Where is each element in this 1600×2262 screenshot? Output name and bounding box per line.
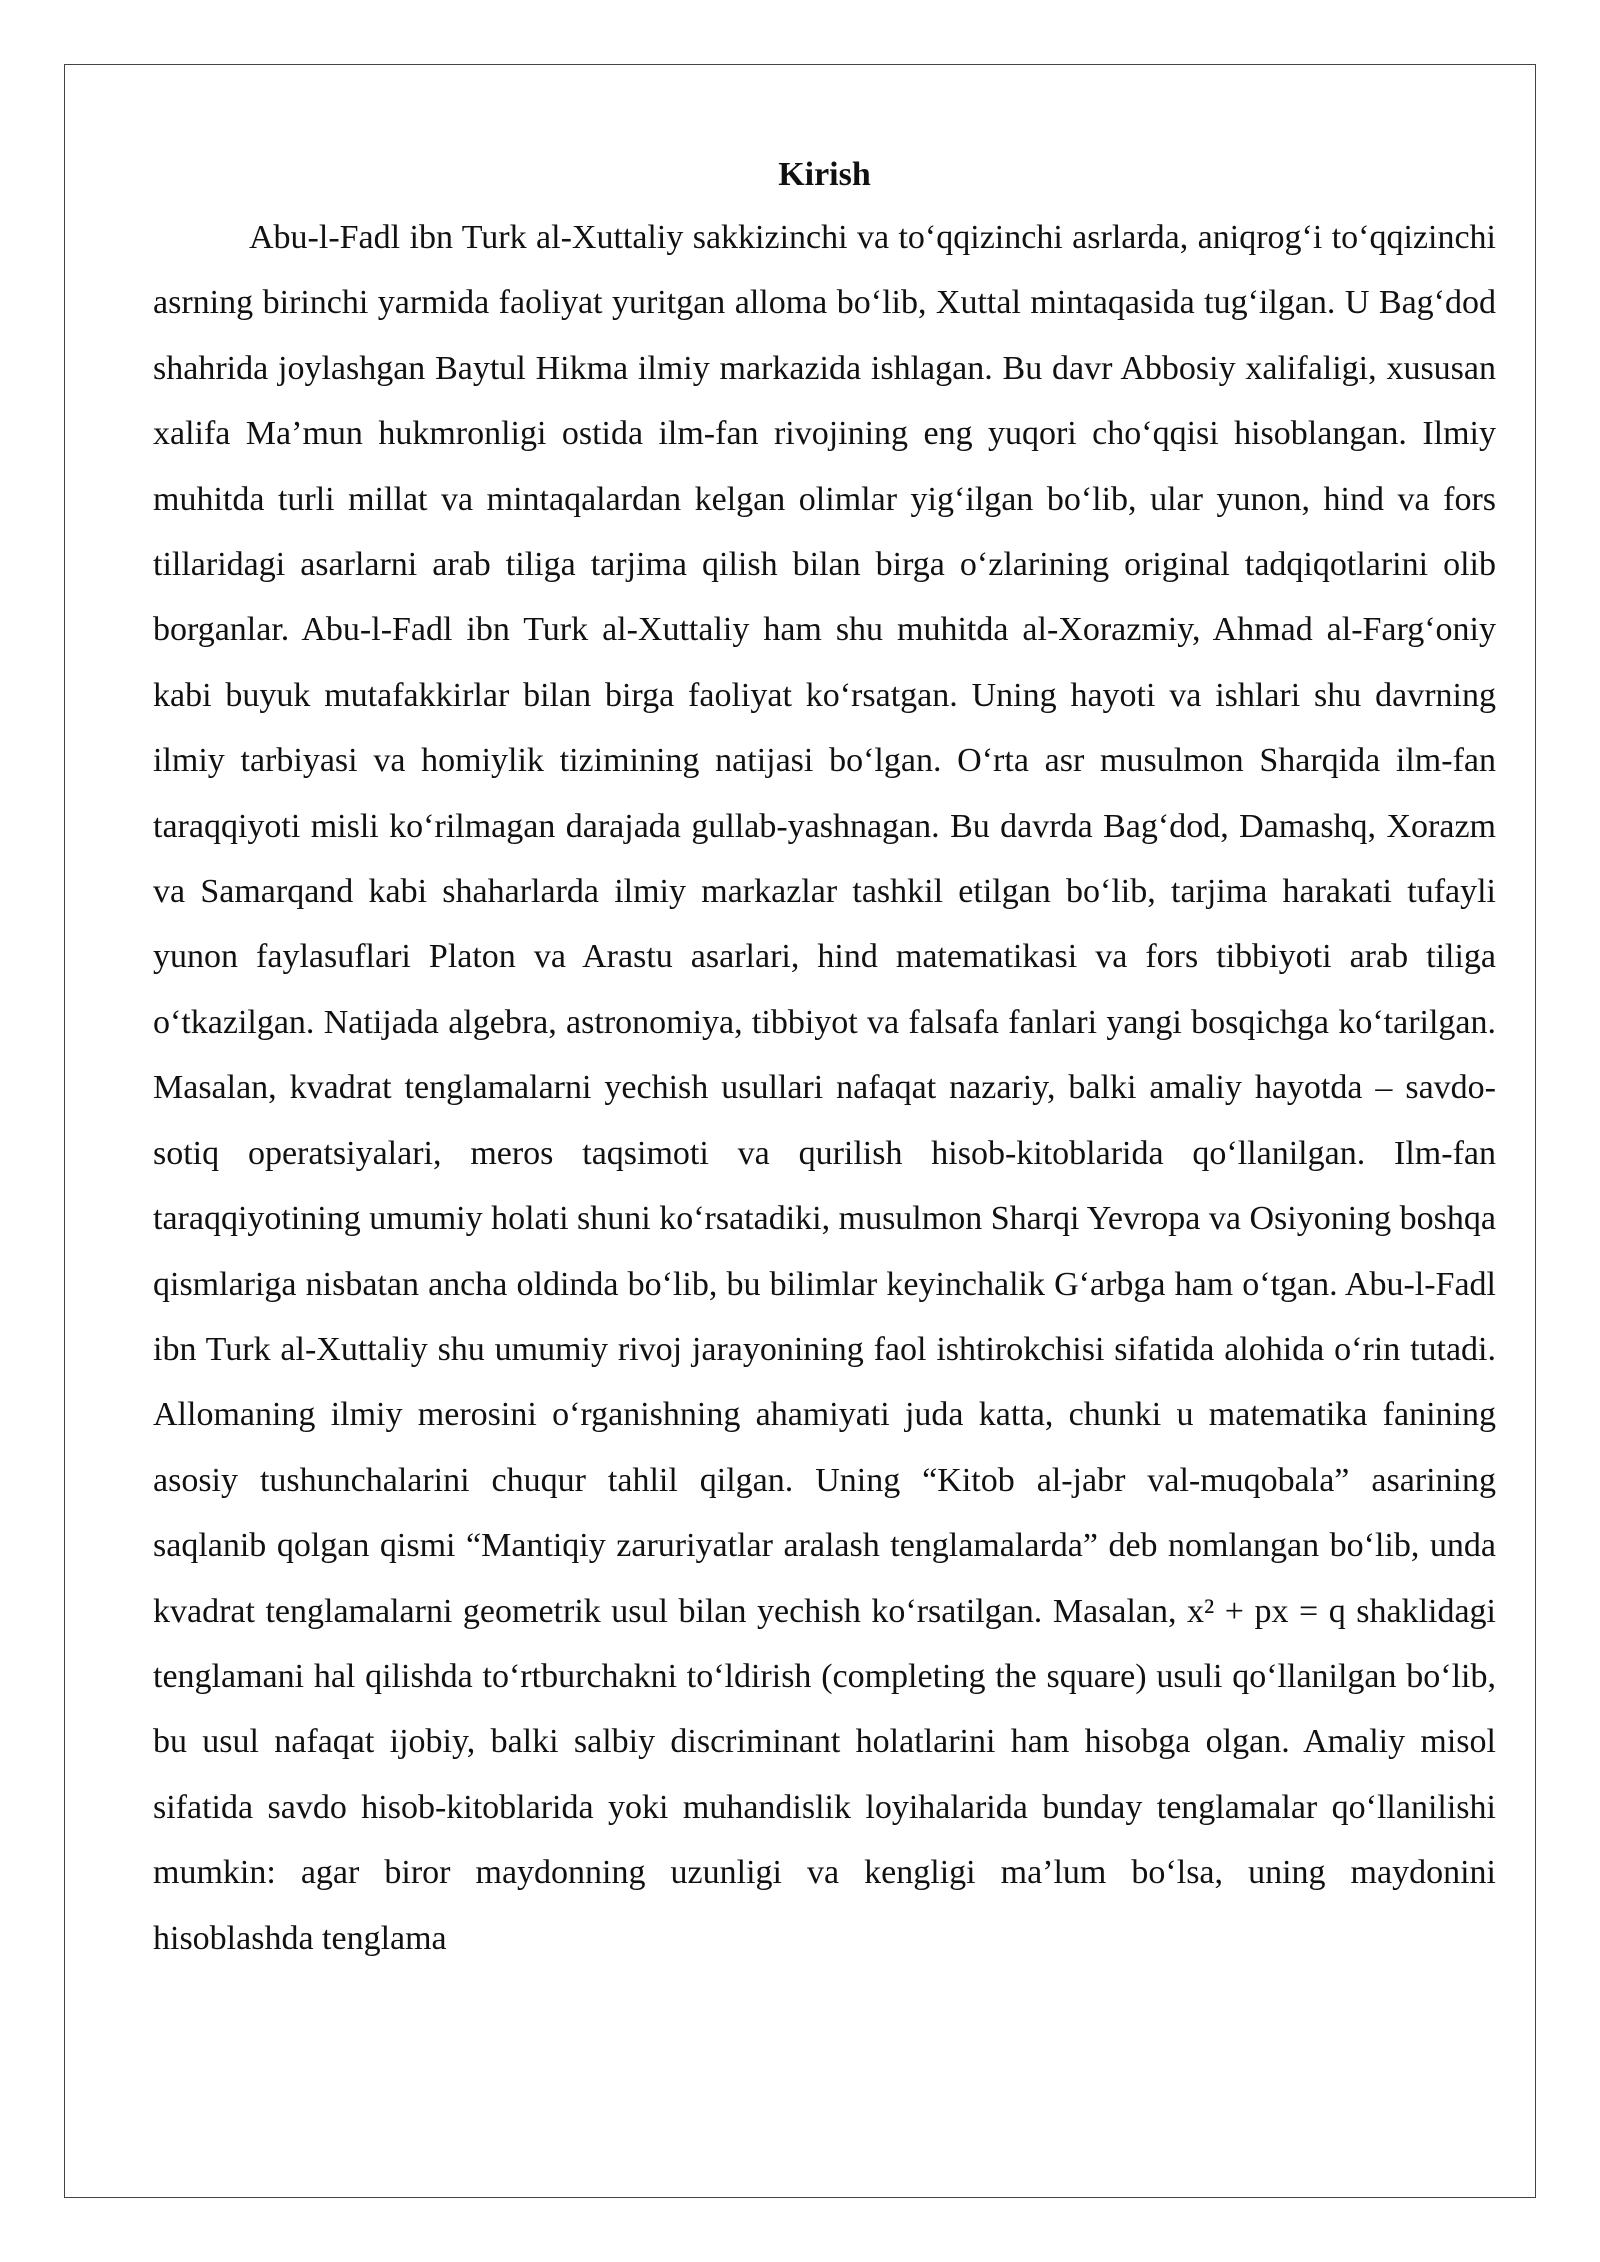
document-body <box>153 145 1496 1971</box>
section-title: Kirish <box>778 156 871 193</box>
body-paragraph: Abu-l-Fadl ibn Turk al-Xuttaliy sakkizinchi va to‘qqizinchi asrlarda, aniqrog‘i to‘qqizinchi asrning birinchi yarmida faoliyat yuritgan alloma bo‘lib, Xuttal mintaqasida tug‘ilgan. U Bag‘dod shahrida joylashgan Baytul Hikma ilmiy markazida ishlagan. Bu davr Abbosiy xalifaligi, xususan xalifa Ma’mun hukmronligi ostida ilm-fan rivojining eng yuqori cho‘qqisi hisoblangan. Ilmiy muhitda turli millat va mintaqalardan kelgan olimlar yig‘ilgan bo‘lib, ular yunon, hind va fors tillaridagi asarlarni arab tiliga tarjima qilish bilan birga o‘zlarining original tadqiqotlarini olib borganlar. Abu-l-Fadl ibn Turk al-Xuttaliy ham shu muhitda al-Xorazmiy, Ahmad al-Farg‘oniy kabi buyuk mutafakkirlar bilan birga faoliyat ko‘rsatgan. Uning hayoti va ishlari shu davrning ilmiy tarbiyasi va homiylik tizimining natijasi bo‘lgan. O‘rta asr musulmon Sharqida ilm-fan taraqqiyoti misli ko‘rilmagan darajada gullab-yashnagan. Bu davrda Bag‘dod, Damashq, Xorazm va Samarqand kabi shaharlarda ilmiy markazlar tashkil etilgan bo‘lib, tarjima harakati tufayli yunon faylasuflari Platon va Arastu asarlari, hind matematikasi va fors tibbiyoti arab tiliga o‘tkazilgan. Natijada algebra, astronomiya, tibbiyot va falsafa fanlari yangi bosqichga ko‘tarilgan. Masalan, kvadrat tenglamalarni yechish usullari nafaqat nazariy, balki amaliy hayotda – savdo-sotiq operatsiyalari, meros taqsimoti va qurilish hisob-kitoblarida qo‘llanilgan. Ilm-fan taraqqiyotining umumiy holati shuni ko‘rsatadiki, musulmon Sharqi Yevropa va Osiyoning boshqa qismlariga nisbatan ancha oldinda bo‘lib, bu bilimlar keyinchalik G‘arbga ham o‘tgan. Abu-l-Fadl ibn Turk al-Xuttaliy shu umumiy rivoj jarayonining faol ishtirokchisi sifatida alohida o‘rin tutadi. Allomaning ilmiy merosini o‘rganishning ahamiyati juda katta, chunki u matematika fanining asosiy tushunchalarini chuqur tahlil qilgan. Uning “Kitob al-jabr val-muqobala” asarining saqlanib qolgan qismi “Mantiqiy zaruriyatlar aralash tenglamalarda” deb nomlangan bo‘lib, unda kvadrat tenglamalarni geometrik usul bilan yechish ko‘rsatilgan. Masalan, x² + px = q shaklidagi tenglamani hal qilishda to‘rtburchakni to‘ldirish (completing the square) usuli qo‘llanilgan bo‘lib, bu usul nafaqat ijobiy, balki salbiy discriminant holatlarini ham hisobga olgan. Amaliy misol sifatida savdo hisob-kitoblarida yoki muhandislik loyihalarida bunday tenglamalar qo‘llanilishi mumkin: agar biror maydonning uzunligi va kengligi ma’lum bo‘lsa, uning maydonini hisoblashda tenglama <box>153 219 1496 1957</box>
